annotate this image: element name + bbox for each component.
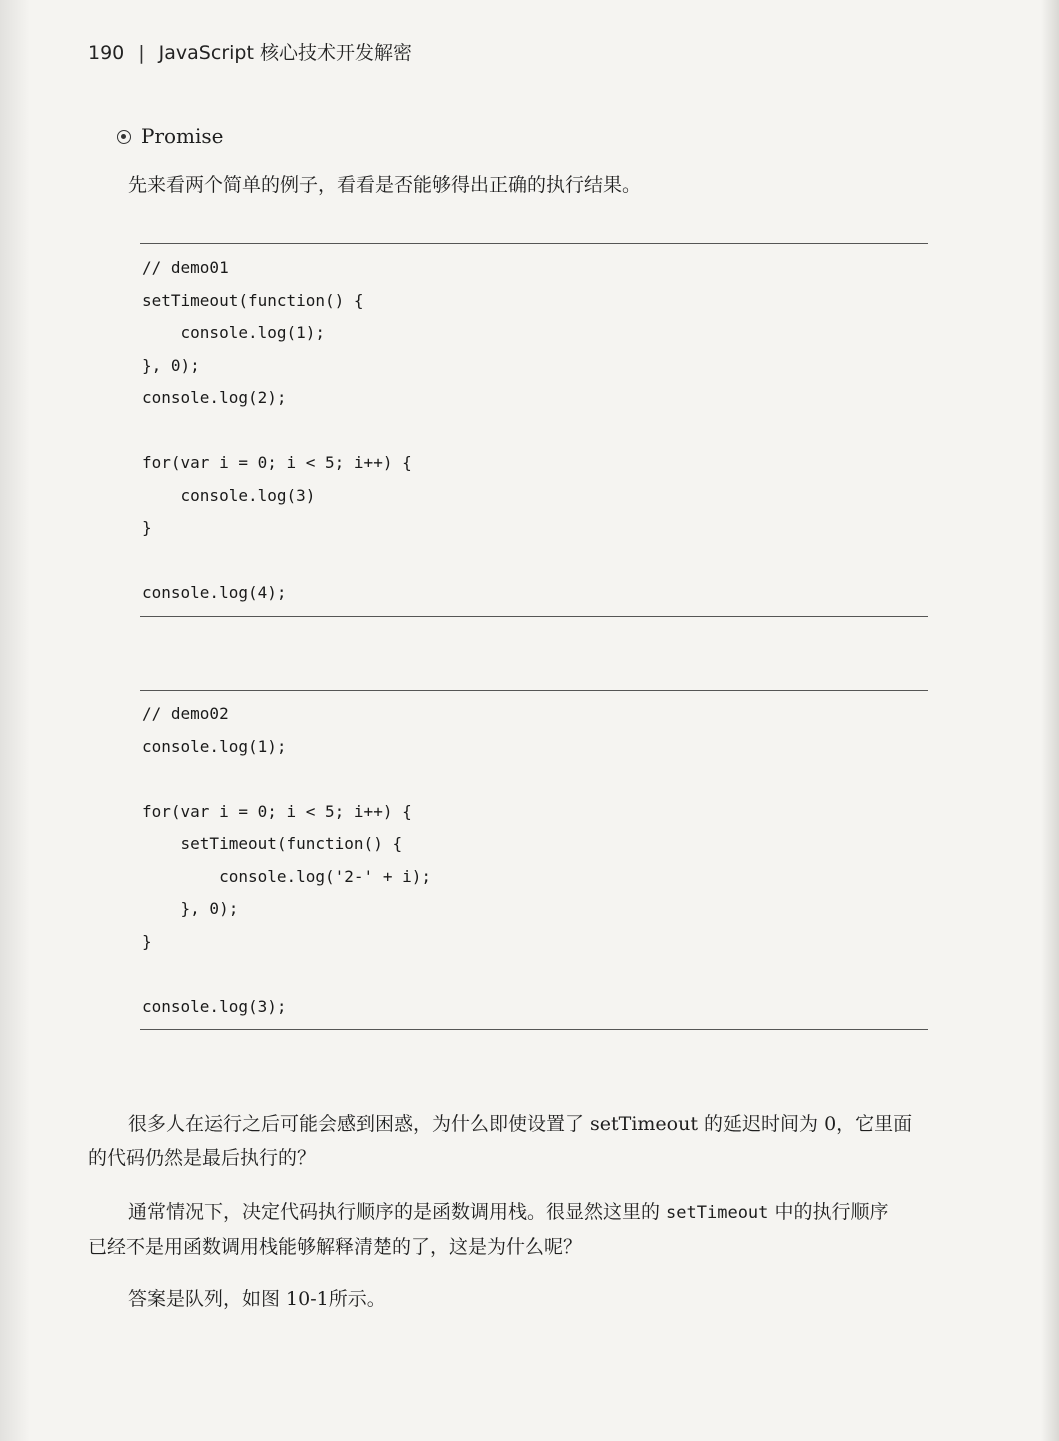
code-line: setTimeout(function() { (142, 834, 403, 853)
inline-code-settimeout: setTimeout (666, 1203, 769, 1223)
code-line (142, 763, 431, 796)
code-line: // demo01 (142, 258, 229, 277)
code-line (142, 415, 412, 448)
circled-bullet-icon (117, 130, 131, 144)
code-line: for(var i = 0; i < 5; i++) { (142, 453, 412, 472)
code-line: console.log(3); (142, 996, 287, 1016)
paragraph-answer-text: 答案是队列，如图 10-1所示。 (128, 1288, 386, 1310)
code-line: console.log(1); (142, 736, 287, 756)
intro-text: 先来看两个简单的例子，看看是否能够得出正确的执行结果。 (128, 174, 642, 196)
paragraph-confusion (88, 1107, 998, 1175)
code-line (142, 958, 431, 991)
paragraph-call-stack (88, 1195, 998, 1264)
paragraph-confusion-line-2: 的代码仍然是最后执行的？ (88, 1147, 317, 1169)
section-heading (117, 124, 224, 148)
code-block-demo01 (142, 252, 412, 610)
page-gutter-shadow (0, 0, 30, 1441)
paragraph-call-stack-line-2: 已经不是用函数调用栈能够解释清楚的了，这是为什么呢？ (88, 1236, 583, 1258)
code-line (142, 545, 412, 578)
code-line: for(var i = 0; i < 5; i++) { (142, 801, 412, 821)
code-block-1-top-rule (140, 243, 928, 244)
running-header (88, 38, 412, 65)
code-line: } (142, 518, 152, 537)
code-block-2-bottom-rule (140, 1029, 928, 1030)
code-line: setTimeout(function() { (142, 290, 364, 310)
code-block-2-top-rule (140, 690, 928, 691)
code-block-demo02 (142, 698, 431, 1023)
code-line: } (142, 931, 152, 951)
paragraph-answer (88, 1282, 998, 1316)
paragraph-call-stack-text-a: 通常情况下，决定代码执行顺序的是函数调用栈。很显然这里的 (128, 1201, 667, 1223)
page-edge-shadow (1041, 0, 1059, 1441)
code-line: console.log(2); (142, 388, 287, 407)
code-line: // demo02 (142, 704, 229, 723)
code-line: console.log(4); (142, 583, 287, 602)
page-number: 190 (88, 42, 125, 64)
paragraph-call-stack-text-b: 中的执行顺序 (768, 1201, 889, 1223)
header-separator: | (138, 42, 145, 64)
code-block-1-bottom-rule (140, 616, 928, 617)
code-line: console.log(3) (142, 485, 316, 505)
code-line: }, 0); (142, 899, 239, 918)
intro-paragraph (88, 168, 998, 202)
section-heading-text: Promise (141, 124, 224, 148)
paragraph-confusion-line-1: 很多人在运行之后可能会感到困惑，为什么即使设置了 setTimeout 的延迟时间为 0，它里面 (128, 1113, 913, 1135)
book-title: JavaScript 核心技术开发解密 (158, 42, 412, 64)
code-line: console.log(1); (142, 323, 326, 342)
code-line: }, 0); (142, 355, 200, 375)
code-line: console.log('2-' + i); (142, 866, 431, 886)
